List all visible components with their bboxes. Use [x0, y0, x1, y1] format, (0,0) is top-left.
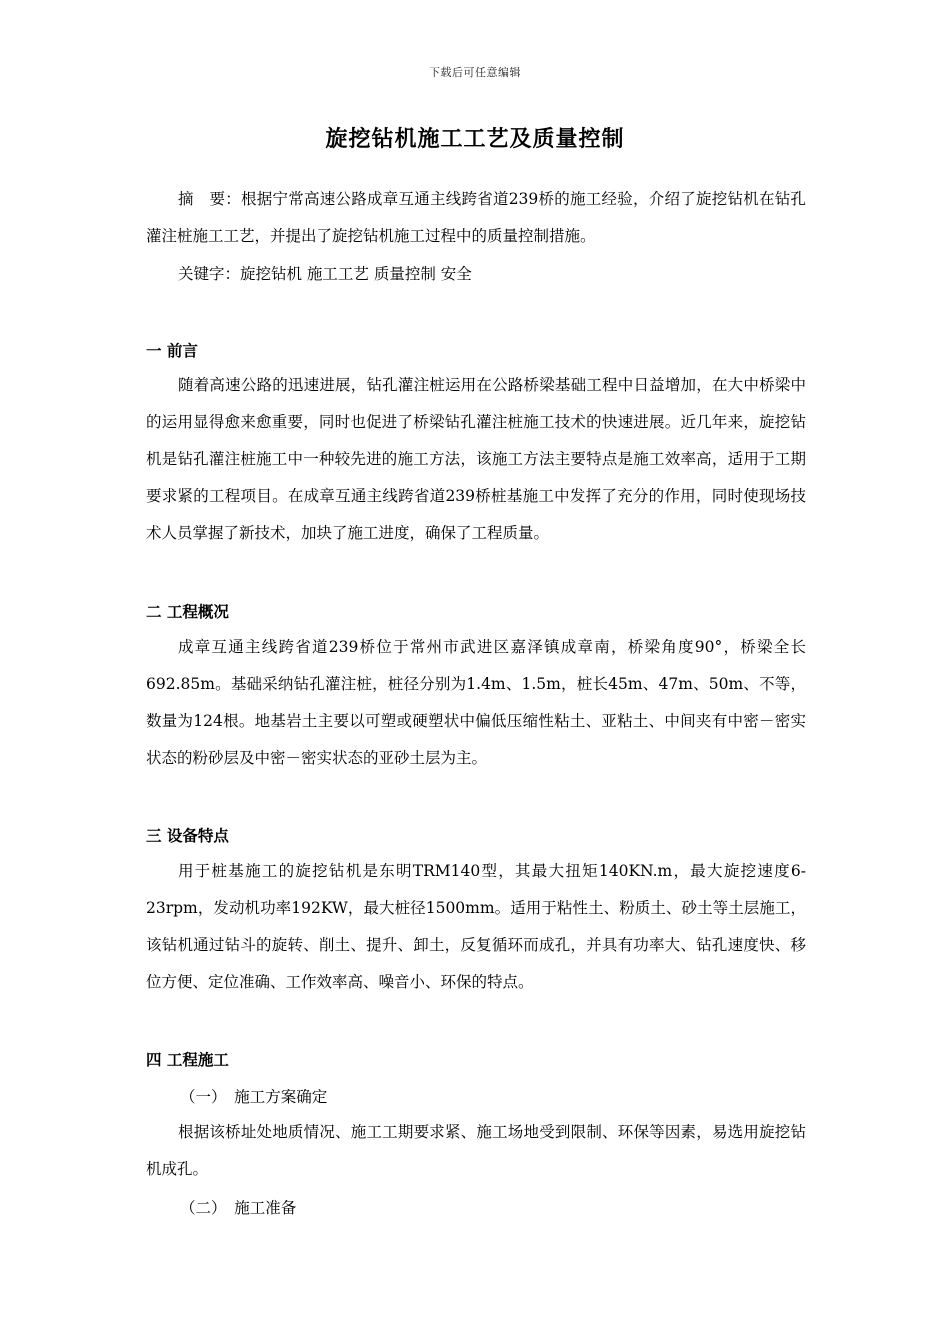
section-heading-equipment: 三 设备特点 — [146, 827, 229, 845]
section-heading-intro: 一 前言 — [146, 342, 198, 360]
section-body-equipment: 用于桩基施工的旋挖钻机是东明TRM140型，其最大扭矩140KN.m，最大旋挖速度6-23rpm，发动机功率192KW，最大桩径1500mm。适用于粘性土、粉质土、砂土等土层施工，该钻机通过钻斗的旋转、削土、提升、卸土，反复循环而成孔，并具有功率大、钻孔速度快、移位方便、定位准确、工作效率高、噪音小、环保的特点。 — [146, 862, 806, 991]
page-header: 下载后可任意编辑 — [429, 66, 521, 79]
subsection-heading-preparation: （二） 施工准备 — [180, 1199, 297, 1217]
section-heading-overview: 二 工程概况 — [146, 603, 229, 621]
abstract-paragraph: 摘 要：根据宁常高速公路成章互通主线跨省道239桥的施工经验，介绍了旋挖钻机在钻孔灌注桩施工工艺，并提出了旋挖钻机施工过程中的质量控制措施。 — [146, 190, 806, 245]
subsection-body-plan: 根据该桥址处地质情况、施工工期要求紧、施工场地受到限制、环保等因素，易选用旋挖钻机成孔。 — [146, 1123, 806, 1178]
section-body-overview: 成章互通主线跨省道239桥位于常州市武进区嘉泽镇成章南，桥梁角度90°，桥梁全长692.85m。基础采纳钻孔灌注桩，桩径分别为1.4m、1.5m，桩长45m、47m、50m、不等，数量为124根。地基岩土主要以可塑或硬塑状中偏低压缩性粘土、亚粘土、中间夹有中密－密实状态的粉砂层及中密－密实状态的亚砂土层为主。 — [146, 638, 806, 767]
section-body-intro: 随着高速公路的迅速进展，钻孔灌注桩运用在公路桥梁基础工程中日益增加，在大中桥梁中的运用显得愈来愈重要，同时也促进了桥梁钻孔灌注桩施工技术的快速进展。近几年来，旋挖钻机是钻孔灌注桩施工中一种较先进的施工方法，该施工方法主要特点是施工效率高，适用于工期要求紧的工程项目。在成章互通主线跨省道239桥桩基施工中发挥了充分的作用，同时使现场技术人员掌握了新技术，加块了施工进度，确保了工程质量。 — [146, 376, 806, 542]
section-heading-construction: 四 工程施工 — [146, 1051, 229, 1069]
document-title: 旋挖钻机施工工艺及质量控制 — [325, 126, 625, 152]
keywords-line: 关键字：旋挖钻机 施工工艺 质量控制 安全 — [178, 265, 472, 283]
subsection-heading-plan: （一） 施工方案确定 — [180, 1088, 328, 1106]
